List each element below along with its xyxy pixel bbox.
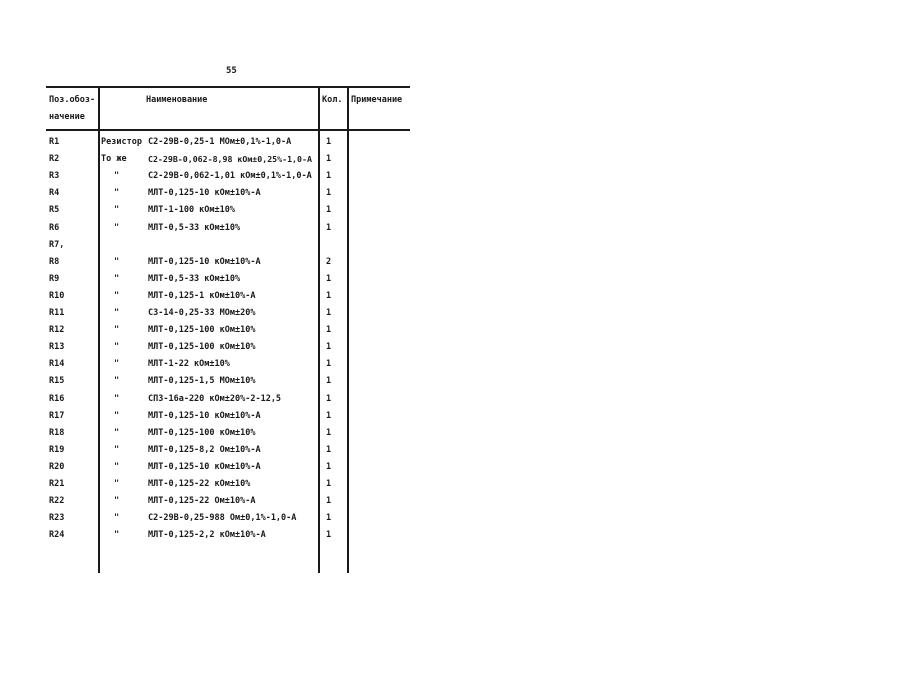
header-name: Наименование: [146, 95, 208, 105]
cell-position: R21: [49, 479, 65, 489]
cell-type: ": [114, 393, 120, 404]
header-pos-line1: Поз.обоз-: [49, 95, 96, 105]
cell-quantity: 1: [326, 496, 332, 507]
cell-name: МЛТ-0,125-2,2 кОм±10%-А: [148, 530, 266, 541]
cell-quantity: 1: [326, 154, 332, 165]
cell-name: СП3-16а-220 кОм±20%-2-12,5: [148, 393, 282, 404]
cell-type: ": [114, 256, 120, 267]
cell-type: ": [114, 171, 120, 182]
cell-position: R7,: [49, 239, 65, 250]
cell-name: МЛТ-1-100 кОм±10%: [148, 205, 235, 216]
cell-quantity: 1: [326, 479, 332, 489]
cell-quantity: 1: [326, 290, 332, 301]
cell-quantity: 1: [326, 376, 332, 387]
table-row: [46, 168, 410, 185]
cell-position: R20: [49, 461, 65, 472]
cell-name: МЛТ-1-22 кОм±10%: [148, 359, 230, 370]
cell-position: R8: [49, 256, 60, 267]
table-row: [46, 408, 410, 425]
cell-type: То же: [101, 154, 127, 165]
cell-position: R2: [49, 154, 60, 165]
cell-position: R22: [49, 496, 65, 507]
cell-type: Резистор: [101, 137, 142, 147]
cell-name: С2-29В-0,062-8,98 кОм±0,25%-1,0-А: [148, 154, 312, 165]
cell-quantity: 1: [326, 137, 332, 147]
cell-position: R6: [49, 222, 60, 233]
table-row: [46, 202, 410, 219]
cell-name: С2-29В-0,25-988 Ом±0,1%-1,0-А: [148, 513, 297, 524]
cell-quantity: 1: [326, 273, 332, 284]
cell-type: ": [114, 461, 120, 472]
cell-name: МЛТ-0,125-10 кОм±10%-А: [148, 461, 261, 472]
header-qty: Кол.: [322, 95, 343, 105]
cell-name: МЛТ-0,125-10 кОм±10%-А: [148, 256, 261, 267]
cell-type: ": [114, 205, 120, 216]
cell-name: МЛТ-0,125-1,5 МОм±10%: [148, 376, 256, 387]
cell-name: МЛТ-0,125-10 кОм±10%-А: [148, 188, 261, 199]
cell-quantity: 1: [326, 444, 332, 455]
cell-quantity: 1: [326, 308, 332, 318]
table-row: [46, 288, 410, 305]
cell-name: МЛТ-0,125-100 кОм±10%: [148, 427, 256, 438]
table-row: [46, 151, 410, 168]
cell-position: R14: [49, 359, 65, 370]
cell-quantity: 1: [326, 513, 332, 524]
cell-quantity: 1: [326, 342, 332, 353]
cell-type: ": [114, 325, 120, 336]
cell-quantity: 1: [326, 188, 332, 199]
cell-quantity: 1: [326, 427, 332, 438]
header-note: Примечание: [351, 95, 403, 105]
cell-quantity: 1: [326, 359, 332, 370]
cell-name: МЛТ-0,5-33 кОм±10%: [148, 273, 241, 284]
cell-type: ": [114, 513, 120, 524]
table-row: [46, 271, 410, 288]
table-top-rule: [46, 86, 410, 88]
table-row: [46, 254, 410, 271]
cell-position: R9: [49, 273, 60, 284]
cell-name: МЛТ-0,5-33 кОм±10%: [148, 222, 241, 233]
table-row: [46, 305, 410, 322]
table-row: [46, 237, 410, 254]
cell-quantity: 2: [326, 256, 332, 267]
cell-quantity: 1: [326, 171, 332, 182]
table-row: [46, 493, 410, 510]
cell-name: С2-29В-0,25-1 МОм±0,1%-1,0-А: [148, 137, 292, 147]
cell-type: ": [114, 410, 120, 421]
cell-quantity: 1: [326, 530, 332, 541]
header-pos-line2: начение: [49, 112, 85, 122]
table-row: [46, 134, 410, 151]
cell-name: МЛТ-0,125-22 кОм±10%: [148, 479, 251, 489]
cell-position: R17: [49, 410, 65, 421]
cell-type: ": [114, 376, 120, 387]
cell-quantity: 1: [326, 325, 332, 336]
cell-name: МЛТ-0,125-10 кОм±10%-А: [148, 410, 261, 421]
cell-position: R11: [49, 308, 65, 318]
page-number: 55: [226, 66, 237, 76]
cell-quantity: 1: [326, 461, 332, 472]
cell-quantity: 1: [326, 205, 332, 216]
cell-position: R18: [49, 427, 65, 438]
cell-position: R3: [49, 171, 60, 182]
cell-type: ": [114, 359, 120, 370]
cell-position: R4: [49, 188, 60, 199]
cell-name: МЛТ-0,125-100 кОм±10%: [148, 342, 256, 353]
table-row: [46, 339, 410, 356]
table-row: [46, 373, 410, 390]
cell-quantity: 1: [326, 222, 332, 233]
cell-type: ": [114, 308, 120, 318]
cell-name: МЛТ-0,125-8,2 Ом±10%-А: [148, 444, 261, 455]
table-row: [46, 220, 410, 237]
cell-quantity: 1: [326, 393, 332, 404]
cell-type: ": [114, 427, 120, 438]
cell-position: R24: [49, 530, 65, 541]
cell-position: R19: [49, 444, 65, 455]
table-row: [46, 442, 410, 459]
cell-name: МЛТ-0,125-1 кОм±10%-А: [148, 290, 256, 301]
parts-list-table: [46, 86, 410, 573]
table-row: [46, 510, 410, 527]
table-row: [46, 322, 410, 339]
cell-type: ": [114, 479, 120, 489]
table-row: [46, 425, 410, 442]
cell-position: R12: [49, 325, 65, 336]
cell-type: ": [114, 342, 120, 353]
table-row: [46, 185, 410, 202]
table-row: [46, 527, 410, 544]
cell-type: ": [114, 188, 120, 199]
table-row: [46, 476, 410, 493]
header-bottom-rule: [46, 129, 410, 131]
cell-type: ": [114, 290, 120, 301]
cell-position: R13: [49, 342, 65, 353]
cell-position: R1: [49, 137, 60, 147]
cell-position: R23: [49, 513, 65, 524]
cell-position: R15: [49, 376, 65, 387]
cell-position: R16: [49, 393, 65, 404]
table-row: [46, 356, 410, 373]
cell-name: С2-29В-0,062-1,01 кОм±0,1%-1,0-А: [148, 171, 312, 182]
cell-quantity: 1: [326, 410, 332, 421]
cell-name: С3-14-0,25-33 МОм±20%: [148, 308, 256, 318]
cell-type: ": [114, 222, 120, 233]
cell-position: R10: [49, 290, 65, 301]
cell-position: R5: [49, 205, 60, 216]
cell-type: ": [114, 273, 120, 284]
cell-type: ": [114, 444, 120, 455]
cell-name: МЛТ-0,125-100 кОм±10%: [148, 325, 256, 336]
cell-type: ": [114, 530, 120, 541]
cell-type: ": [114, 496, 120, 507]
table-row: [46, 391, 410, 408]
table-row: [46, 459, 410, 476]
cell-name: МЛТ-0,125-22 Ом±10%-А: [148, 496, 256, 507]
